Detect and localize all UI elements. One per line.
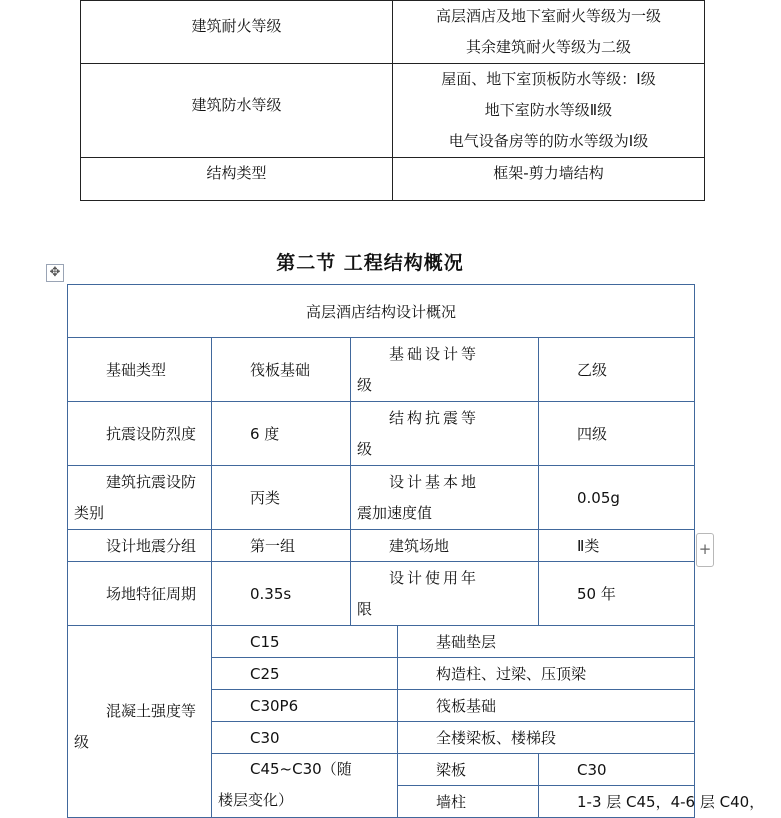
table-cell[interactable] <box>81 158 393 201</box>
cell-line: 屋面、地下室顶板防水等级：Ⅰ级 <box>441 70 656 88</box>
cell-line: 建筑抗震设防 <box>106 472 197 491</box>
table-cell[interactable]: C30 <box>212 722 398 754</box>
cell-label: 建筑防水等级 <box>191 96 282 114</box>
table-caption[interactable]: 高层酒店结构设计概况 <box>68 285 695 338</box>
section-heading: 第二节 工程结构概况 <box>276 252 464 274</box>
table-cell[interactable] <box>68 626 212 818</box>
table-row <box>68 402 695 466</box>
cell-line: 基础设计等 <box>389 344 480 363</box>
table-cell[interactable] <box>351 562 539 626</box>
table-cell[interactable]: 筏板基础 <box>212 338 351 402</box>
table-cell[interactable]: 构造柱、过梁、压顶梁 <box>398 658 695 690</box>
table-cell[interactable]: 全楼梁板、楼梯段 <box>398 722 695 754</box>
cell-line: 级 <box>74 732 90 751</box>
cell-line: 级 <box>357 375 373 394</box>
table-cell[interactable]: 场地特征周期 <box>68 562 212 626</box>
table-cell[interactable]: 建筑场地 <box>351 530 539 562</box>
table-cell[interactable] <box>393 64 705 158</box>
table-cell[interactable]: C15 <box>212 626 398 658</box>
cell-line: 其余建筑耐火等级为二级 <box>465 38 631 56</box>
cell-line: 级 <box>357 439 373 458</box>
table-move-handle-icon[interactable]: ✥ <box>46 264 64 282</box>
table-cell[interactable] <box>212 754 398 818</box>
table-row <box>68 530 695 562</box>
cell-label: 建筑耐火等级 <box>191 17 282 35</box>
cell-line: 框架-剪力墙结构 <box>493 164 604 182</box>
table-row <box>81 1 705 64</box>
table-cell[interactable] <box>68 466 212 530</box>
table-cell[interactable]: 1-3 层 C45，4-6 层 C40， <box>539 786 695 818</box>
cell-line: 混凝土强度等 <box>106 701 197 720</box>
cell-line: 设计基本地 <box>389 472 480 491</box>
cell-line: 结构抗震等 <box>389 408 480 427</box>
table-cell[interactable]: Ⅱ类 <box>539 530 695 562</box>
table-cell[interactable]: C25 <box>212 658 398 690</box>
table-cell[interactable]: 基础垫层 <box>398 626 695 658</box>
table-cell[interactable] <box>81 1 393 64</box>
table-cell[interactable] <box>351 466 539 530</box>
table-row <box>81 64 705 158</box>
table-cell[interactable]: 筏板基础 <box>398 690 695 722</box>
cell-line: C45~C30（随 <box>250 760 352 778</box>
table-cell[interactable]: 乙级 <box>539 338 695 402</box>
cell-line: 震加速度值 <box>357 503 433 522</box>
table-row <box>68 562 695 626</box>
table-row <box>68 285 695 338</box>
table-cell[interactable] <box>81 64 393 158</box>
table-cell[interactable]: 0.35s <box>212 562 351 626</box>
table-cell[interactable]: 墙柱 <box>398 786 539 818</box>
table-cell[interactable] <box>351 402 539 466</box>
table-cell[interactable]: C30 <box>539 754 695 786</box>
table-cell[interactable]: 梁板 <box>398 754 539 786</box>
table-cell[interactable]: C30P6 <box>212 690 398 722</box>
table-cell[interactable]: 设计地震分组 <box>68 530 212 562</box>
structure-design-table <box>67 284 765 818</box>
table-cell[interactable]: 抗震设防烈度 <box>68 402 212 466</box>
table-cell[interactable]: 第一组 <box>212 530 351 562</box>
building-grade-table <box>80 0 705 201</box>
cell-label: 结构类型 <box>206 164 267 182</box>
cell-line: 高层酒店及地下室耐火等级为一级 <box>435 7 661 25</box>
cell-line: 地下室防水等级Ⅱ级 <box>484 101 613 119</box>
table-row <box>68 466 695 530</box>
table-row <box>68 626 695 658</box>
table-cell[interactable] <box>393 1 705 64</box>
table-row <box>68 338 695 402</box>
table-cell[interactable] <box>393 158 705 201</box>
table-row <box>81 158 705 201</box>
table-cell[interactable]: 丙类 <box>212 466 351 530</box>
add-row-plus-icon[interactable]: + <box>696 533 714 567</box>
cell-line: 限 <box>357 599 373 618</box>
table-cell[interactable]: 50 年 <box>539 562 695 626</box>
table-cell[interactable]: 0.05g <box>539 466 695 530</box>
table-cell[interactable] <box>351 338 539 402</box>
cell-line: 电气设备房等的防水等级为Ⅰ级 <box>448 132 649 150</box>
table-cell[interactable]: 6 度 <box>212 402 351 466</box>
table-cell[interactable]: 四级 <box>539 402 695 466</box>
cell-line: 设计使用年 <box>389 568 480 587</box>
cell-line: 楼层变化） <box>218 791 294 809</box>
table-cell[interactable]: 基础类型 <box>68 338 212 402</box>
cell-line: 类别 <box>74 503 105 522</box>
